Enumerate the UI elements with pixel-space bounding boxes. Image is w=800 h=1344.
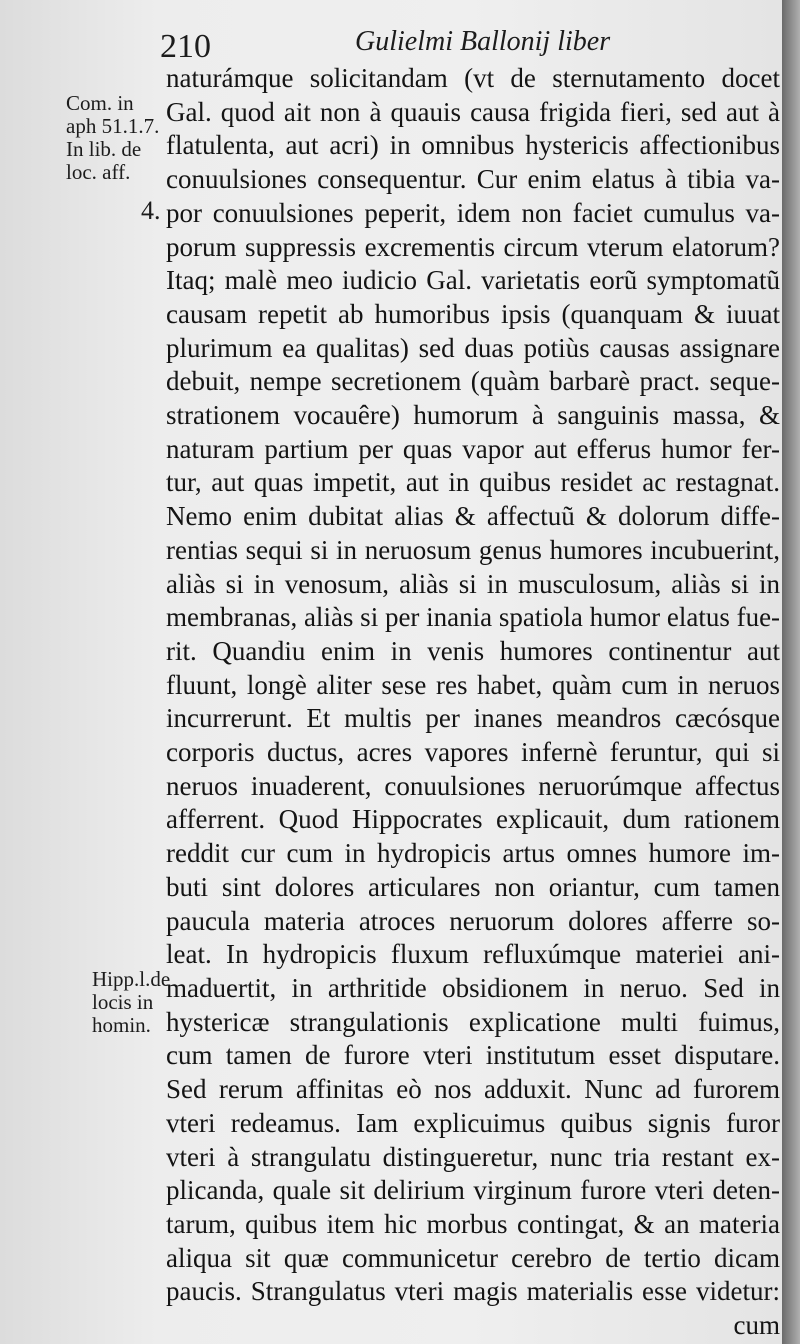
margin-note-line: loc. aff. <box>66 160 131 184</box>
text-line: buti sint dolores articulares non oriantur, cum tamen <box>166 871 780 902</box>
page-edge-shadow <box>782 0 800 1344</box>
catchword: cum <box>733 1310 780 1341</box>
text-line: paucula materia atroces neruorum dolores afferre so- <box>166 905 780 936</box>
text-line: hystericæ strangulationis explicatione multi fuimus, <box>166 1006 780 1037</box>
margin-note-line: Com. in <box>66 91 134 115</box>
margin-note-line: In lib. de <box>66 137 142 161</box>
text-line: rit. Quandiu enim in venis humores continentur aut <box>166 635 780 666</box>
margin-note-galen <box>66 92 159 184</box>
text-line: aliqua sit quæ communicetur cerebro de tertio dicam <box>166 1242 780 1273</box>
text-line: neruos inuaderent, conuulsiones neruorúmque affectus <box>166 770 780 801</box>
text-line: maduertit, in arthritide obsidionem in neruo. Sed in <box>166 972 780 1003</box>
text-line: membranas, aliàs si per inania spatiola humor elatus fue- <box>166 602 781 633</box>
text-line: corporis ductus, acres vapores infernè feruntur, qui si <box>166 737 780 768</box>
text-line: naturam partium per quas vapor aut efferus humor fer- <box>166 433 780 464</box>
running-head: Gulielmi Ballonij liber <box>355 26 611 57</box>
margin-marker: 4. <box>141 196 161 225</box>
text-line: afferrent. Quod Hippocrates explicauit, dum rationem <box>166 804 780 835</box>
text-line: cum tamen de furore vteri institutum esset disputare. <box>166 1040 780 1071</box>
page-header <box>160 22 611 65</box>
text-line: vteri redeamus. Iam explicuimus quibus signis furor <box>166 1107 780 1138</box>
text-line: Gal. quod ait non à quauis causa frigida fieri, sed aut à <box>166 96 780 127</box>
text-line: naturámque solicitandam (vt de sternutamento docet <box>166 63 780 93</box>
text-line: Sed rerum affinitas eò nos adduxit. Nunc ad furorem <box>166 1074 780 1105</box>
text-line: rentias sequi si in neruosum genus humores incubuerint, <box>166 534 780 565</box>
text-line: flatulenta, aut acri) in omnibus hystericis affectionibus <box>166 130 780 161</box>
margin-note-line: aph 51.1.7. <box>66 114 160 138</box>
text-line: leat. In hydropicis fluxum refluxúmque materiei ani- <box>166 939 780 970</box>
text-line: por conuulsiones peperit, idem non faciet cumulus va- <box>166 197 780 228</box>
text-line: debuit, nempe secretionem (quàm barbarè pract. seque- <box>166 366 780 397</box>
text-line: porum suppressis excrementis circum vterum elatorum? <box>166 231 780 262</box>
text-line: vteri à strangulatu distingueretur, nunc tria restant ex- <box>166 1141 780 1172</box>
text-line: plicanda, quale sit delirium virginum furore vteri deten- <box>166 1175 780 1206</box>
text-line: Itaq; malè meo iudicio Gal. varietatis eorũ symptomatũ <box>166 265 780 296</box>
text-line: tarum, quibus item hic morbus contingat, & an materia <box>166 1208 780 1239</box>
page-number: 210 <box>160 28 211 65</box>
text-line: Nemo enim dubitat alias & affectuũ & dolorum diffe- <box>166 501 780 532</box>
text-line: plurimum ea qualitas) sed duas potiùs causas assignare <box>166 332 780 363</box>
margin-note-line: locis in <box>92 990 154 1014</box>
margin-note-hippocrates <box>92 968 170 1037</box>
text-line: aliàs si in venosum, aliàs si in musculosum, aliàs si in <box>166 568 780 599</box>
text-line: reddit cur cum in hydropicis artus omnes humore im- <box>166 838 780 869</box>
text-line: paucis. Strangulatus vteri magis materialis esse videtur: <box>166 1276 780 1307</box>
margin-note-line: Hipp.l.de <box>92 967 171 991</box>
margin-note-line: homin. <box>92 1013 151 1037</box>
text-line: conuulsiones consequentur. Cur enim elatus à tibia va- <box>166 164 780 195</box>
text-line: incurrerunt. Et multis per inanes meandros cæcósque <box>166 703 780 734</box>
text-line: fluunt, longè aliter sese res habet, quàm cum in neruos <box>166 669 780 700</box>
body-text <box>166 62 780 1343</box>
text-line: causam repetit ab humoribus ipsis (quanquam & iuuat <box>166 298 780 329</box>
text-line: tur, aut quas impetit, aut in quibus residet ac restagnat. <box>166 467 780 498</box>
text-line: strationem vocauêre) humorum à sanguinis massa, & <box>166 400 780 431</box>
